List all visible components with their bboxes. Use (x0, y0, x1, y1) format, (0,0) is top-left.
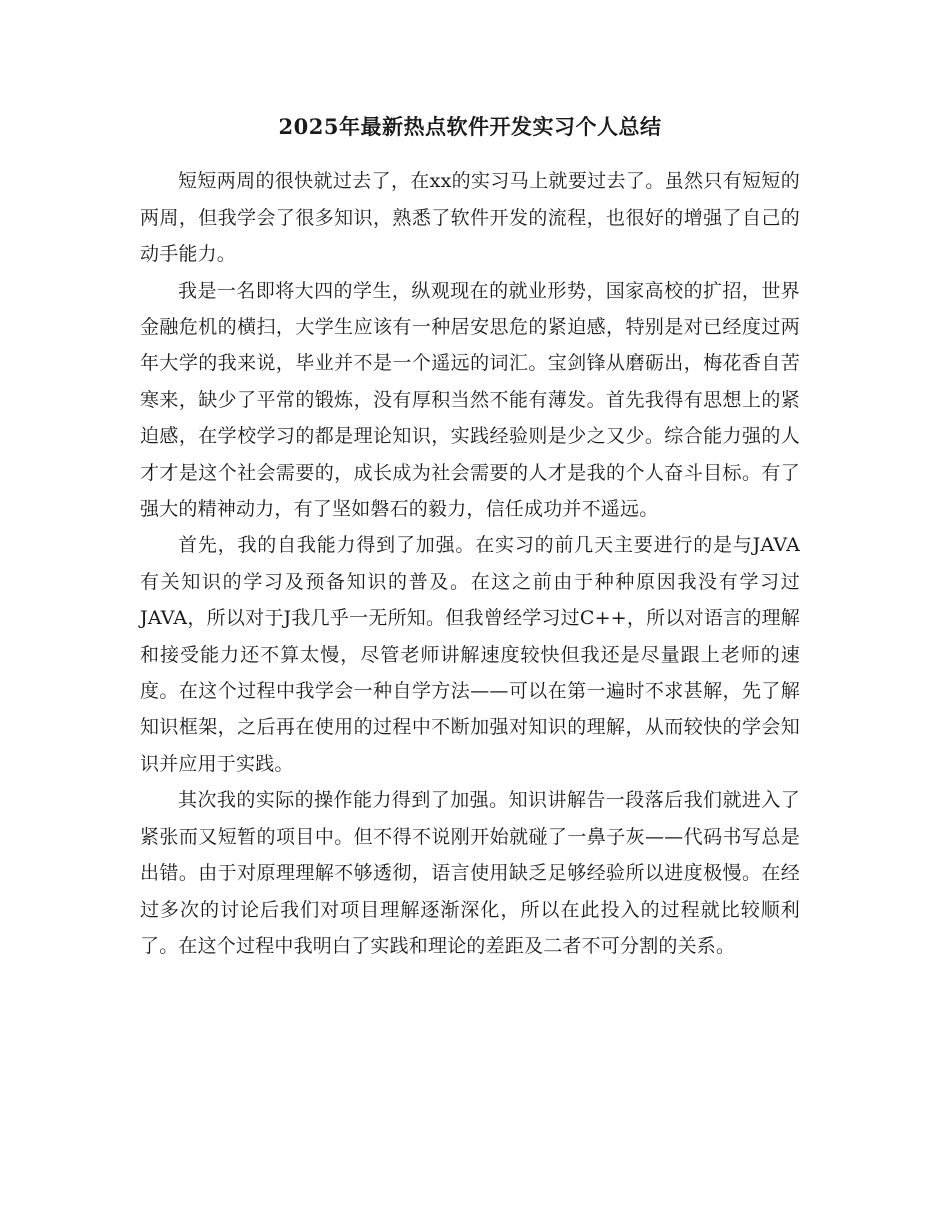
paragraph-2: 我是一名即将大四的学生，纵观现在的就业形势，国家高校的扩招，世界金融危机的横扫，大学生应该有一种居安思危的紧迫感，特别是对已经度过两年大学的我来说，毕业并不是一个遥远的词汇。宝剑锋从磨砺出，梅花香自苦寒来，缺少了平常的锻炼，没有厚积当然不能有薄发。首先我得有思想上的紧迫感，在学校学习的都是理论知识，实践经验则是少之又少。综合能力强的人才才是这个社会需要的，成长成为社会需要的人才是我的个人奋斗目标。有了强大的精神动力，有了坚如磐石的毅力，信任成功并不遥远。 (140, 279, 800, 521)
document-title: 2025年最新热点软件开发实习个人总结 (278, 114, 662, 139)
paragraph-1: 短短两周的很快就过去了，在xx的实习马上就要过去了。虽然只有短短的两周，但我学会了很多知识，熟悉了软件开发的流程，也很好的增强了自己的动手能力。 (140, 170, 800, 266)
paragraph-3: 首先，我的自我能力得到了加强。在实习的前几天主要进行的是与JAVA有关知识的学习及预备知识的普及。在这之前由于种种原因我没有学习过JAVA，所以对于J我几乎一无所知。但我曾经学习过C++，所以对语言的理解和接受能力还不算太慢，尽管老师讲解速度较快但我还是尽量跟上老师的速度。在这个过程中我学会一种自学方法——可以在第一遍时不求甚解，先了解知识框架，之后再在使用的过程中不断加强对知识的理解，从而较快的学会知识并应用于实践。 (140, 534, 800, 775)
paragraph-4: 其次我的实际的操作能力得到了加强。知识讲解告一段落后我们就进入了紧张而又短暂的项目中。但不得不说刚开始就碰了一鼻子灰——代码书写总是出错。由于对原理理解不够透彻，语言使用缺乏足够经验所以进度极慢。在经过多次的讨论后我们对项目理解逐渐深化，所以在此投入的过程就比较顺利了。在这个过程中我明白了实践和理论的差距及二者不可分割的关系。 (140, 789, 800, 957)
document-page (140, 112, 800, 964)
